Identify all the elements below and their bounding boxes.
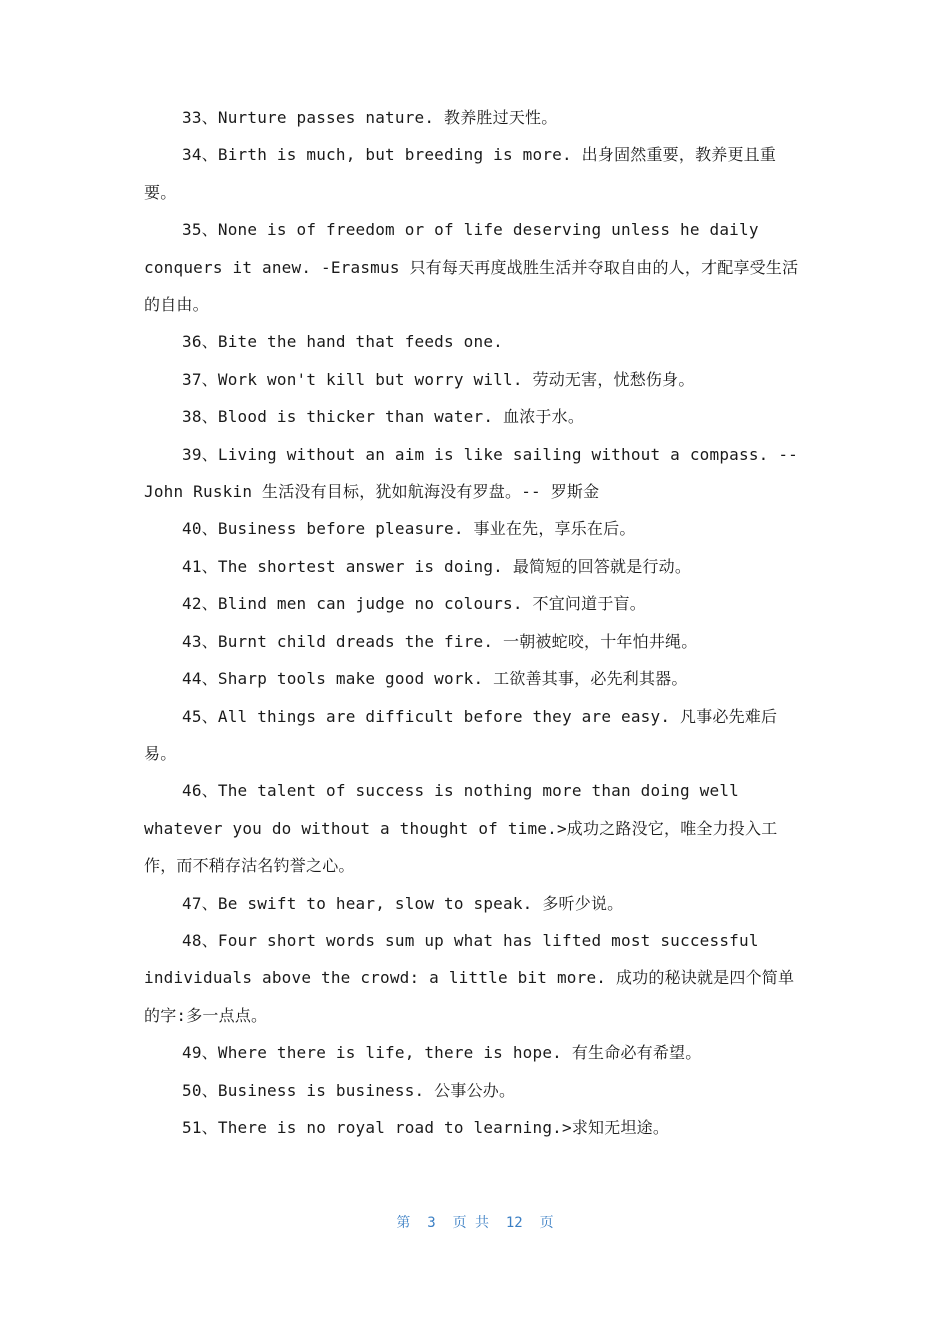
list-item: 45、All things are difficult before they are easy. 凡事必先难后易。 [144,706,778,763]
page-number-footer: 第 3 页 共 12 页 [396,1215,554,1231]
list-item: 40、Business before pleasure. 事业在先，享乐在后。 [182,519,636,539]
list-item: 43、Burnt child dreads the fire. 一朝被蛇咬，十年怕井绳。 [182,631,698,651]
list-item: 37、Work won't kill but worry will. 劳动无害，忧愁伤身。 [182,369,695,389]
list-item: 48、Four short words sum up what has lifted most successful individuals above the crowd: a little bit more. 成功的秘诀就是四个简单的字:多一点点。 [144,930,795,1025]
list-item: 47、Be swift to hear, slow to speak. 多听少说。 [182,893,624,913]
list-item: 33、Nurture passes nature. 教养胜过天性。 [182,108,558,127]
list-item: 49、Where there is life, there is hope. 有生命必有希望。 [182,1043,702,1063]
list-item: 46、The talent of success is nothing more than doing well whatever you do without a thought of time.>成功之路没它，唯全力投入工作，而不稍存沽名钓誉之心。 [144,781,778,876]
list-item: 44、Sharp tools make good work. 工欲善其事，必先利其器。 [182,669,688,689]
list-item: 35、None is of freedom or of life deserving unless he daily conquers it anew. -Erasmus 只有每天再度战胜生活并夺取自由的人，才配享受生活的自由。 [144,220,799,315]
list-item: 50、Business is business. 公事公办。 [182,1080,516,1100]
list-item: 39、Living without an aim is like sailing without a compass. -- John Ruskin 生活没有目标，犹如航海没有罗盘。-- 罗斯金 [144,444,799,502]
list-item: 42、Blind men can judge no colours. 不宜问道于盲。 [182,594,646,614]
list-item: 41、The shortest answer is doing. 最简短的回答就是行动。 [182,556,692,576]
list-item: 34、Birth is much, but breeding is more. 出身固然重要，教养更且重要。 [144,145,777,202]
quote-list [144,99,808,1146]
list-item: 38、Blood is thicker than water. 血浓于水。 [182,407,585,427]
list-item: 36、Bite the hand that feeds one. [182,332,504,352]
list-item: 51、There is no royal road to learning.>求知无坦途。 [182,1117,670,1137]
